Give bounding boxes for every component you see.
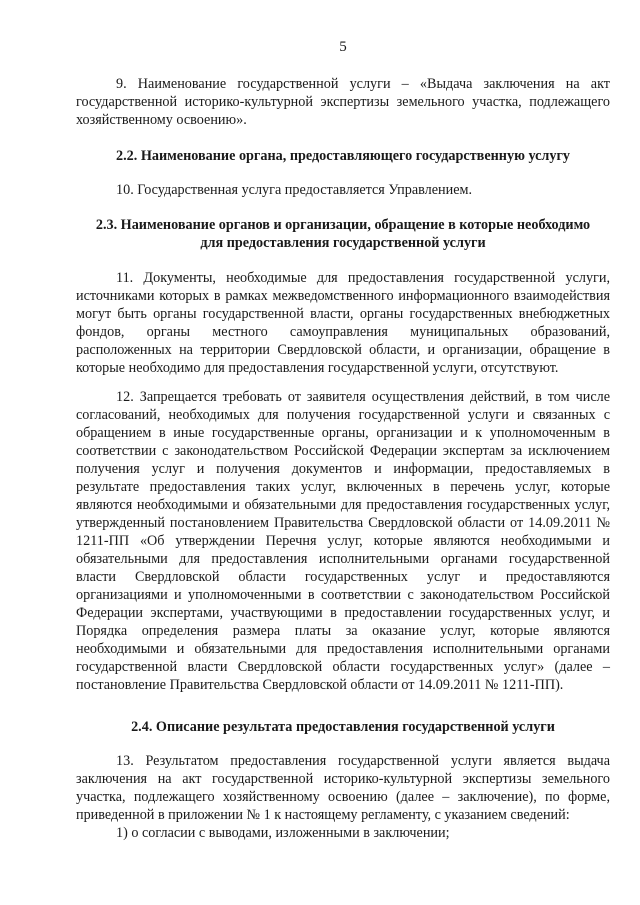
item-13-text: 13. Результатом предоставления государственной услуги является выдача заключения на акт государственной историко-культурной экспертизы земельного участка, подлежащего хозяйственному освоению (далее – заключение), по форме, приведенной в приложении № 1 к настоящему регламенту, с указанием сведений: bbox=[76, 753, 610, 823]
item-13-1-text: 1) о согласии с выводами, изложенными в заключении; bbox=[116, 825, 450, 841]
item-12-text: 12. Запрещается требовать от заявителя осуществления действий, в том числе согласований, необходимых для получения государственной услуги и связанных с обращением в иные государственные органы, организации и к уполномоченным в соответствии с законодательством Российской Федерации экспертам за исключением получения услуг и получения документов и информации, предоставляемых в результате предоставления таких услуг, включенных в перечень услуг, которые являются необходимыми и обязательными для предоставления государственных услуг, утвержденный постановлением Правительства Свердловской области от 14.09.2011 № 1211-ПП «Об утверждении Перечня услуг, которые являются необходимыми и обязательными для предоставления исполнительными органами государственной власти Свердловской области государственных услуг и предоставляются организациями и уполномоченными в соответствии с законодательством Российской Федерации экспертами, участвующими в предоставлении государственных услуг, и Порядка определения размера платы за оказание услуг, которые являются необходимыми и обязательными для предоставления исполнительными органами государственной власти Свердловской области государственных услуг» (далее – постановление Правительства Свердловской области от 14.09.2011 № 1211-ПП). bbox=[76, 389, 610, 693]
section-2-3-heading: 2.3. Наименование органов и организации, обращение в которые необходимо для предоставления государственной услуги bbox=[95, 217, 591, 251]
item-12 bbox=[76, 388, 610, 694]
item-9 bbox=[76, 75, 610, 129]
item-13 bbox=[76, 752, 610, 842]
item-11 bbox=[76, 269, 610, 377]
section-2-2-heading: 2.2. Наименование органа, предоставляющего государственную услугу bbox=[115, 148, 571, 164]
item-9-text: 9. Наименование государственной услуги – «Выдача заключения на акт государственной историко-культурной экспертизы земельного участка, подлежащего хозяйственному освоению». bbox=[76, 76, 610, 128]
item-10 bbox=[76, 181, 610, 199]
item-10-text: 10. Государственная услуга предоставляется Управлением. bbox=[116, 182, 473, 198]
item-11-text: 11. Документы, необходимые для предоставления государственной услуги, источниками которых в рамках межведомственного информационного взаимодействия могут быть органы государственной власти, органы государственных внебюджетных фондов, органы местного самоуправления муниципальных образований, расположенных на территории Свердловской области, и организации, обращение в которые необходимо для предоставления государственной услуги, отсутствуют. bbox=[76, 270, 610, 376]
page-number: 5 bbox=[339, 39, 347, 55]
section-2-4-heading: 2.4. Описание результата предоставления государственной услуги bbox=[131, 719, 555, 735]
